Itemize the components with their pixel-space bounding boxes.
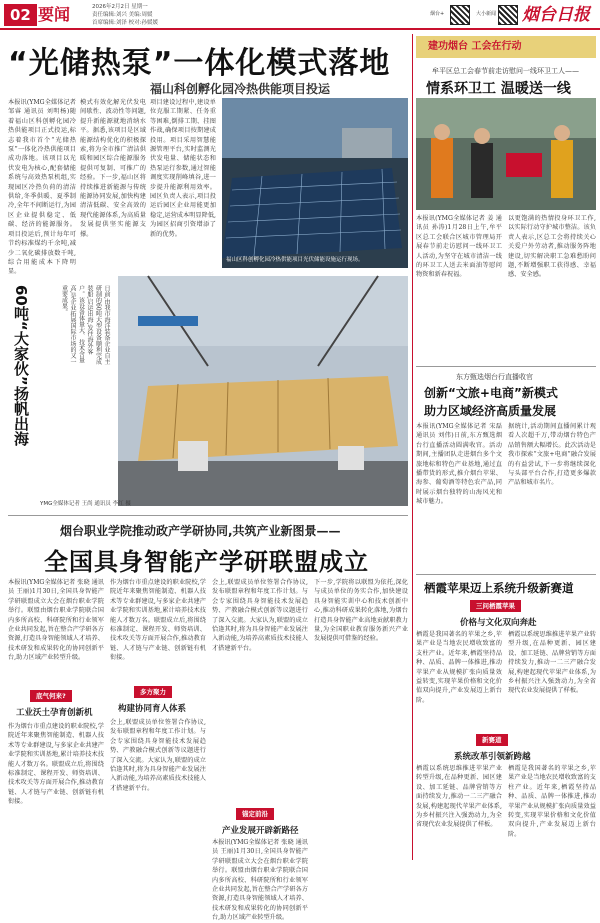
masthead: [0, 0, 600, 30]
side3-subhead1: 价格与文化双向奔赴: [460, 618, 537, 628]
side2-body-col2: 据统计,活动期间直播间累计观看人次超千万,带动烟台特色产品销售额大幅增长。此次活动是我市探索“文旅+电商”融合发展的有益尝试,下一步将继续深化与头部平台合作,打造更多爆款产品和城市名片。: [508, 423, 596, 487]
lead-photo-equipment: [118, 276, 408, 506]
side2-kicker: 东方甄选烟台行直播收官: [456, 373, 533, 381]
side2-headline: 创新“文旅+电商”新模式: [424, 386, 558, 400]
issue-date: 2026年2月2日 星期一: [92, 4, 148, 10]
vertical-body: 日前,由我市海洋装备企业自主研制的60吨大型设备顺利完成装船,启运出海,发往海外客户。该设备体量大、技术含量高,是企业拓展国际市场的又一重要成果。: [60, 285, 110, 365]
lead-subheadline: 福山科创孵化园冷热供能项目投运: [150, 82, 331, 96]
band-subhead3: 产业发展开辟新路径: [222, 826, 299, 836]
page-number: 02: [4, 4, 37, 26]
band-body-col1b: 作为烟台市重点建设的职业院校,学院近年来聚焦智能制造、机器人技术等专业群建设,与多家企业共建产业学院和实训基地,累计培养技术技能人才数万名。联盟成立后,将围绕标准制定、课程开发、师资培训、技术攻关等方面开展合作,推动教育链、人才链与产业链、创新链有机衔接。: [8, 723, 104, 806]
side1-photo: [416, 98, 596, 210]
side-divider: [416, 574, 596, 575]
band-tag1: 底气何来?: [30, 690, 72, 702]
band-tag3: 锚定前沿: [236, 808, 274, 820]
band-body-col2: 作为烟台市重点建设的职业院校,学院近年来聚焦智能制造、机器人技术等专业群建设,与多家企业共建产业学院和实训基地,累计培养技术技能人才数万名。联盟成立后,将围绕标准制定、课程开发、师资培训、技术攻关等方面开展合作,推动教育链、人才链与产业链、创新链有机衔接。: [110, 579, 206, 662]
band-headline: 全国具身智能产学研联盟成立: [44, 548, 369, 576]
column-divider: [412, 34, 413, 860]
side3-body1b: 栖霞以系统思维推进苹果产业转型升级,在品种更新、园区建设、加工延链、品牌营销等方面持续发力,推动一二三产融合发展,构建起现代苹果产业体系,为乡村振兴注入强劲动力,为全省现代农业发展提供了样板。: [508, 631, 596, 695]
qr-code-icon[interactable]: [450, 5, 470, 25]
band-kicker: 烟台职业学院推动政产学研协同,共筑产业新图景——: [60, 524, 341, 538]
band-subhead1: 工业沃土孕育创新机: [16, 708, 93, 718]
side3-subhead2: 系统改革引领新跨越: [454, 752, 531, 762]
side3-headline: 栖霞苹果迈上系统升级新赛道: [424, 581, 574, 595]
band-subhead2: 构建协同育人体系: [118, 704, 187, 714]
side1-body-col2: 以更饱满的热情投身环卫工作,以实际行动守护城市整洁。该负责人表示,区总工会将持续关心关爱户外劳动者,推动服务阵地建设,切实解决职工急难愁盼问题,不断增强职工获得感、幸福感、安全感。: [508, 215, 596, 279]
cargo-equipment-image: [118, 276, 408, 506]
lead-headline: “光储热泵”一体化模式落地: [8, 46, 391, 81]
editor-line: 责任编辑:刘兴 美编:周媛: [92, 12, 153, 18]
vertical-headline: 60吨“大家伙”扬帆出海: [12, 285, 30, 446]
band-tag2: 多方聚力: [134, 686, 172, 698]
band-body-col4: 下一步,学院将以联盟为依托,深化与成员单位的务实合作,加快建设具身智能实训中心和技术创新中心,推动科研成果转化落地,为烟台打造具身智能产业高地贡献职教力量,为全国职业教育服务新兴产业发展提供可借鉴的经验。: [314, 579, 408, 643]
photo1-caption: 福山区科创孵化园冷热供能项目光伏储能设施运行现场。: [226, 257, 364, 263]
qr1-label: 烟台+: [430, 11, 445, 17]
side3-body2b: 栖霞是我国著名的苹果之乡,苹果产业是当地农民增收致富的支柱产业。近年来,栖霞坚持品种、品质、品牌一体推进,推动苹果产业从规模扩张向质量效益转变,实现苹果价格和文化价值双向提升,产业发展迈上新台阶。: [508, 765, 596, 838]
issue-meta: [92, 3, 158, 27]
side3-tag1: 三问栖霞苹果: [470, 600, 521, 612]
lead-body-col3: 项目建设过程中,建设单位克服工期紧、任务重等困难,倒排工期、挂图作战,确保项目按期建成投用。项目采用智慧能源管理平台,实时监测光伏发电量、储能状态和热泵运行参数,通过智能调度实现削峰填谷,进一步提升能源利用效率。园区负责人表示,项目投运后园区企业用能更加稳定,运营成本明显降低,为园区招商引资增添了新的优势。: [150, 99, 216, 238]
photo2-caption: YMG全媒体记者 王尚 通讯员 李红 摄: [40, 501, 131, 507]
side2-headline2: 助力区域经济高质量发展: [424, 404, 557, 418]
band-body-col2b: 会上,联盟成员单位签署合作协议,发布联盟章程和年度工作计划。与会专家围绕具身智能技术发展趋势、产教融合模式创新等议题进行了深入交流。大家认为,联盟的成立恰逢其时,将为具身智能产业发展注入新动能,为培养高素质技术技能人才搭建新平台。: [110, 719, 206, 792]
section-divider: [8, 515, 408, 516]
union-banner-label: 建功烟台 工会在行动: [428, 41, 522, 52]
side1-headline: 情系环卫工 温暖送一线: [426, 81, 571, 97]
newspaper-logo: 烟台日报: [522, 5, 590, 25]
side3-body2: 栖霞以系统思维推进苹果产业转型升级,在品种更新、园区建设、加工延链、品牌营销等方面持续发力,推动一二三产融合发展,构建起现代苹果产业体系,为乡村振兴注入强劲动力,为全省现代农业发展提供了样板。: [416, 765, 502, 829]
band-body-col3b: 本报讯(YMG全媒体记者 张晓 通讯员 王丽)1月30日,全国具身智能产学研联盟成立大会在烟台职业学院举行。联盟由烟台职业学院联合国内多所高校、科研院所和行业领军企业共同发起,旨在整合产学研各方资源,打造具身智能领域人才培养、技术研发和成果转化的协同创新平台,助力区域产业转型升级。: [212, 839, 308, 922]
side1-kicker: 牟平区总工会春节前走访慰问一线环卫工人——: [432, 67, 579, 75]
workers-photo-image: [416, 98, 596, 210]
lead-photo-rooftop: [222, 98, 408, 268]
band-body-col3: 会上,联盟成员单位签署合作协议,发布联盟章程和年度工作计划。与会专家围绕具身智能技术发展趋势、产教融合模式创新等议题进行了深入交流。大家认为,联盟的成立恰逢其时,将为具身智能产业发展注入新动能,为培养高素质技术技能人才搭建新平台。: [212, 579, 308, 652]
union-banner: [416, 36, 596, 58]
band-body-col1: 本报讯(YMG全媒体记者 张晓 通讯员 王丽)1月30日,全国具身智能产学研联盟成立大会在烟台职业学院举行。联盟由烟台职业学院联合国内多所高校、科研院所和行业领军企业共同发起,旨在整合产学研各方资源,打造具身智能领域人才培养、技术研发和成果转化的协同创新平台,助力区域产业转型升级。: [8, 579, 104, 662]
side3-body1: 栖霞是我国著名的苹果之乡,苹果产业是当地农民增收致富的支柱产业。近年来,栖霞坚持品种、品质、品牌一体推进,推动苹果产业从规模扩张向质量效益转变,实现苹果价格和文化价值双向提升,产业发展迈上新台阶。: [416, 631, 502, 704]
qr2-label: 大小新闻: [476, 11, 497, 17]
lead-body-col2: 模式有效化解光伏发电间歇性、波动性等问题,提升新能源就地消纳水平。据悉,该项目是区域能源结构优化的积极探索,将为全市推广清洁供暖和园区综合能源服务提供可复制、可推广的经验。下一步,福山区将持续推进新能源与传统能源协同发展,加快构建清洁低碳、安全高效的现代能源体系,为高质量发展提供坚实能源支撑。: [80, 99, 146, 238]
side1-body-col1: 本报讯(YMG全媒体记者 姜 通讯员 孙涛)1月28日上午,牟平区总工会联合区城市管理局开展春节前走访慰问一线环卫工人活动,为坚守在城市清洁一线的环卫工人送去米面油等慰问物资和新春祝福。: [416, 215, 502, 279]
side-divider: [416, 366, 596, 367]
solar-rooftop-image: [222, 98, 408, 268]
side2-body-col1: 本报讯(YMG全媒体记者 宋磊 通讯员 刘伟)日前,东方甄选烟台行直播活动圆满收官。活动期间,主播团队走进烟台多个文旅地标和特色产业基地,通过直播带货的形式,推介烟台苹果、海参、葡萄酒等特色农产品,同时展示烟台独特的山海风光和城市魅力。: [416, 423, 502, 506]
qr-code-icon[interactable]: [498, 5, 518, 25]
section-name: 要闻: [38, 5, 71, 24]
lead-body-col1: 本报讯(YMG全媒体记者 邹睿 通讯员 刘明杨)随着福山区科创孵化园冷热供能项目正式投运,标志着我市首个“光储热泵”一体化冷热供能项目成功落地。该项目以光伏发电为核心,配套储能系统与高效热泵机组,实现园区冷热负荷的清洁供给,冬季供暖、夏季制冷,全年不间断运行,为园区企业提供稳定、低碳、经济的能源服务。项目投运后,预计每年可节约标准煤约千余吨,减少二氧化碳排放数千吨,综合用能成本下降明显。: [8, 99, 76, 276]
side3-tag2: 新赛道: [476, 734, 508, 746]
proof-line: 首席编辑:刘泽 校对:孙媛媛: [92, 20, 158, 26]
